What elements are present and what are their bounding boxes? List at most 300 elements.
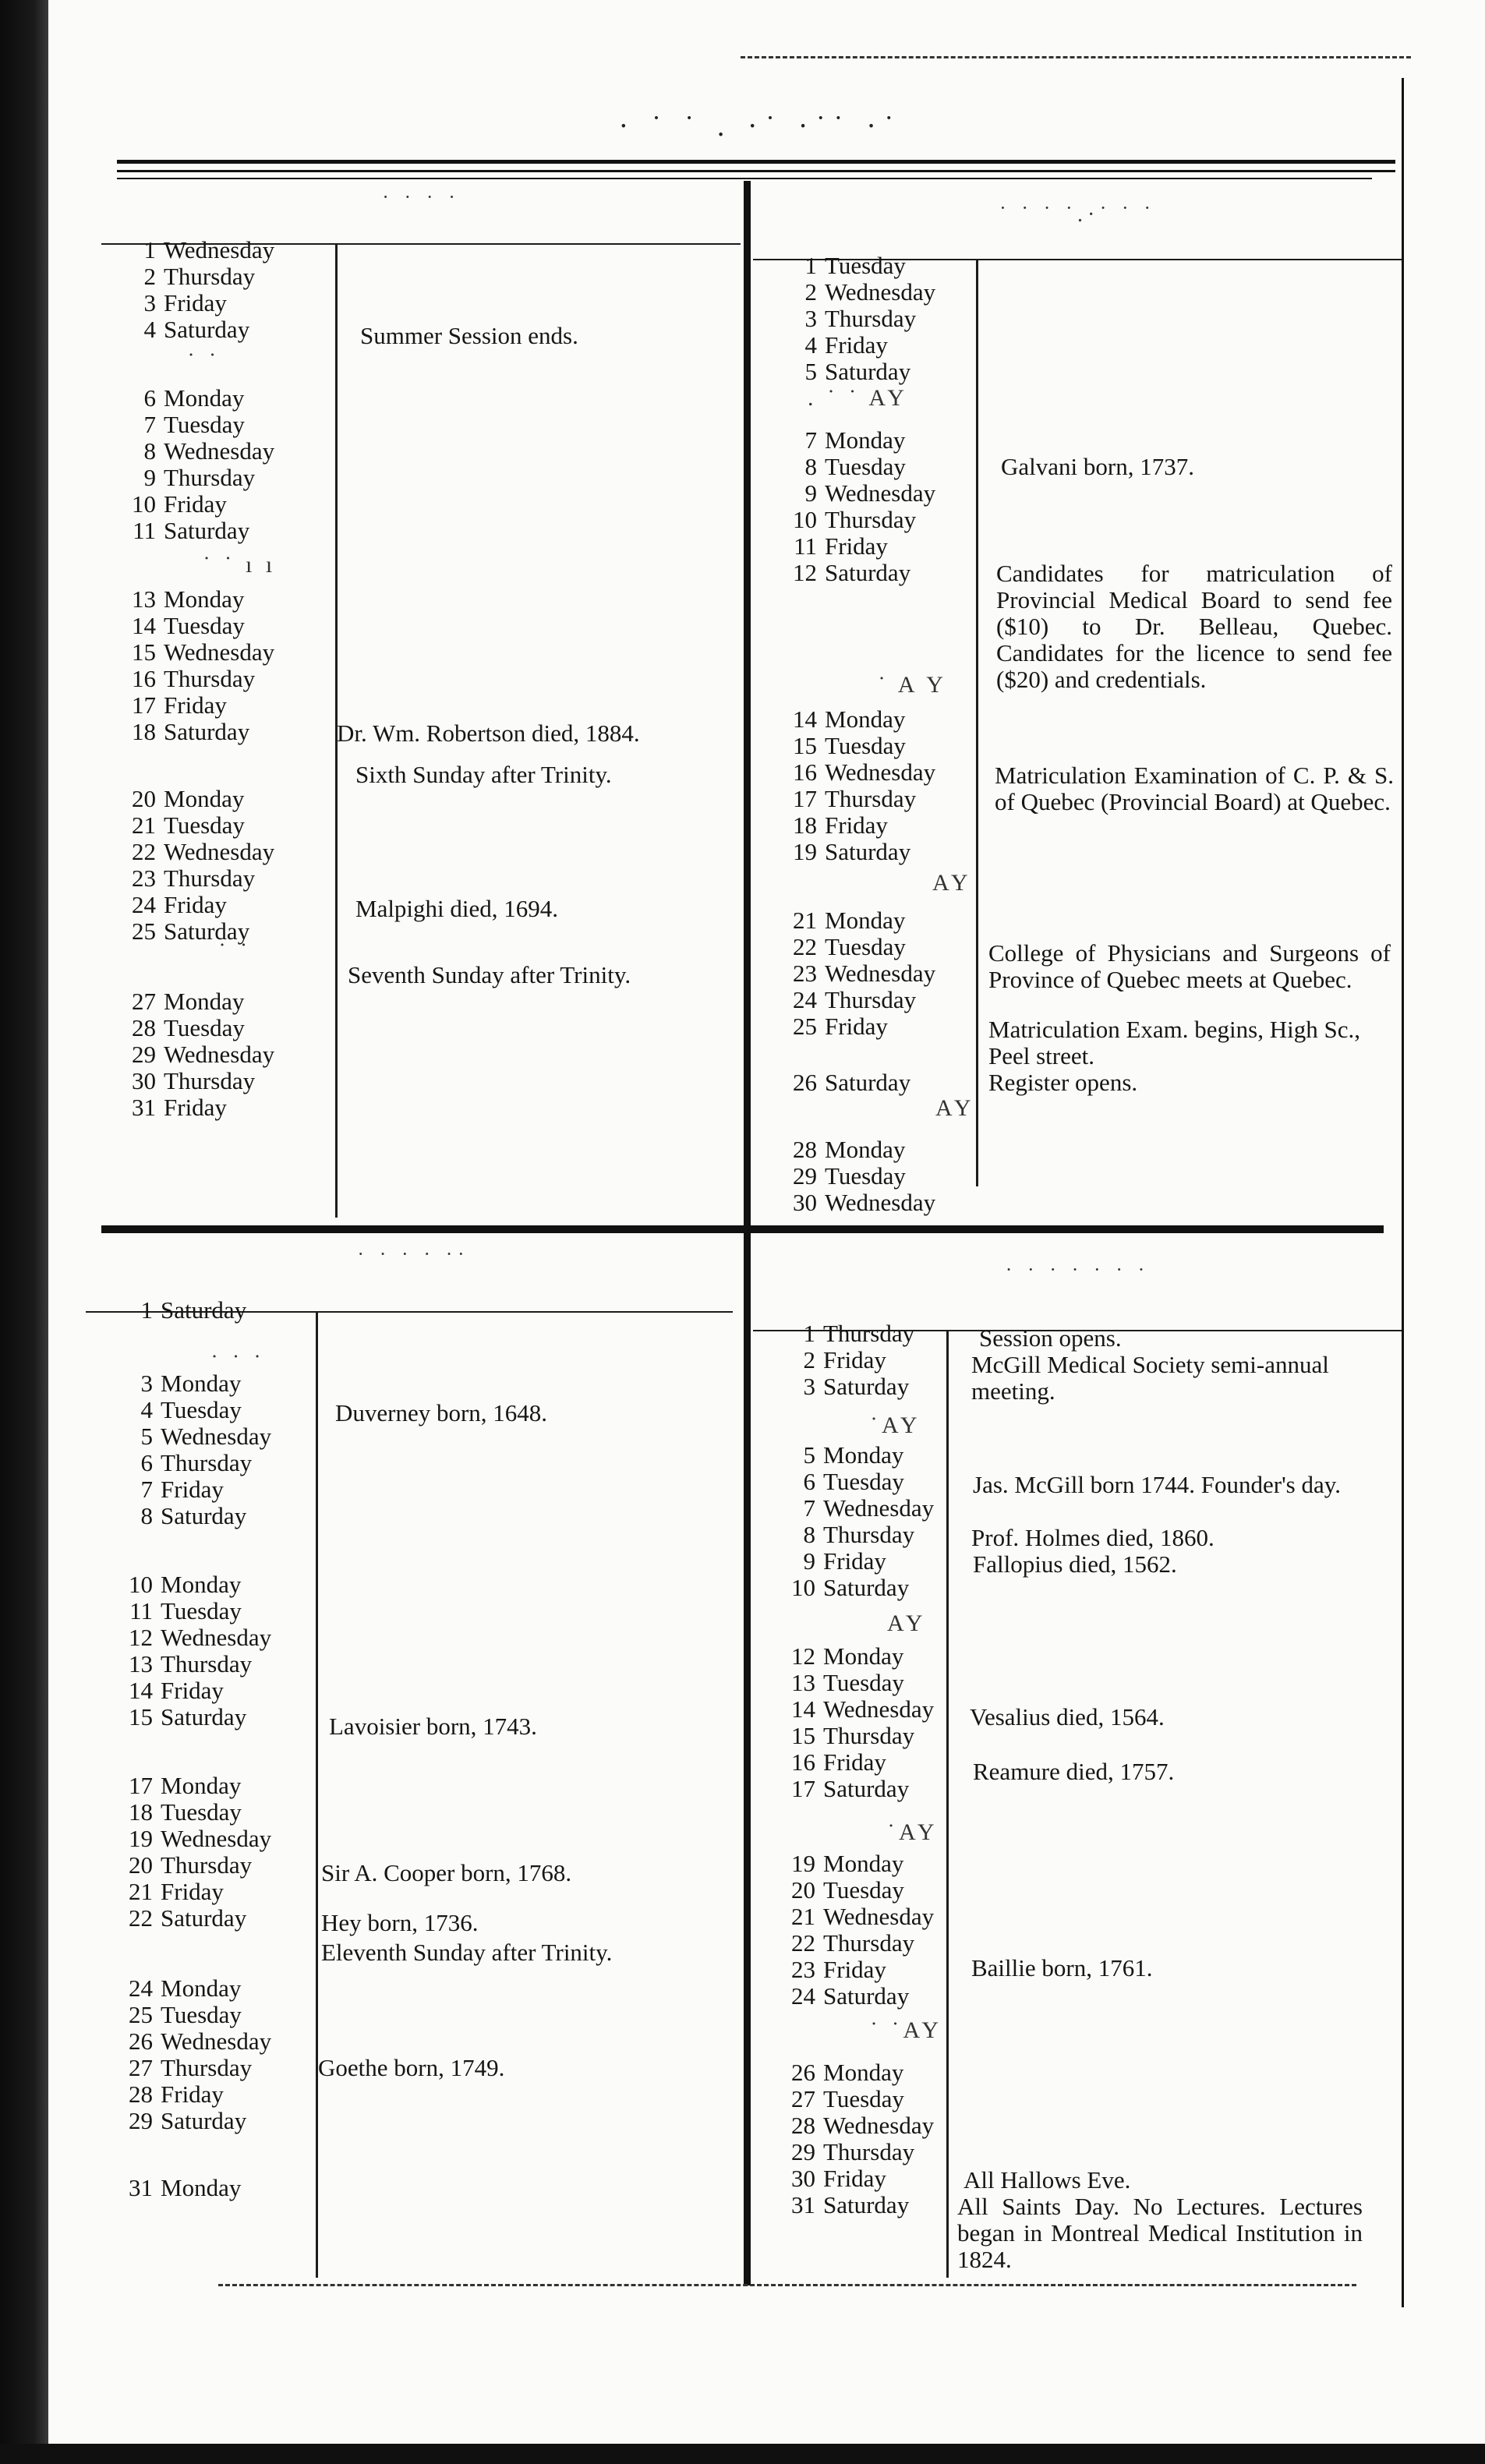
weekday-name: Tuesday (825, 732, 906, 759)
day-number: 24 (793, 986, 817, 1013)
day-row (783, 454, 906, 480)
day-number: 20 (132, 785, 156, 812)
day-row (781, 2192, 909, 2218)
day-number: 17 (793, 785, 817, 812)
day-row (118, 1571, 241, 1598)
weekday-name: Monday (823, 2059, 904, 2086)
day-number: 21 (793, 907, 817, 934)
day-number: 5 (804, 358, 817, 385)
weekday-name: Monday (161, 1571, 242, 1598)
center-vertical-rule (744, 181, 751, 2285)
weekday-name: Wednesday (164, 236, 275, 263)
event-note: Goethe born, 1749. (318, 2054, 505, 2081)
day-number: 16 (132, 665, 156, 692)
day-row (118, 1773, 241, 1799)
quadrant-top-right (753, 181, 1402, 1225)
quadrant-title: ˙ ˙ ˙ ˙.·˙ ˙ ˙ (999, 203, 1156, 227)
weekday-name: Wednesday (161, 1624, 272, 1651)
day-number: 22 (132, 838, 156, 865)
day-number: 23 (132, 864, 156, 892)
weekday-name: Friday (164, 1094, 227, 1121)
quadrant-top-left (101, 181, 741, 1225)
day-number: 2 (804, 278, 817, 306)
weekday-name: Wednesday (164, 437, 275, 465)
day-row (781, 1469, 904, 1495)
weekday-name: Wednesday (825, 479, 936, 507)
weekday-name: Wednesday (161, 1423, 272, 1450)
weekday-name: Thursday (823, 1722, 915, 1749)
event-note: Duverney born, 1648. (335, 1399, 548, 1426)
weekday-name: Friday (825, 532, 888, 560)
weekday-name: Wednesday (164, 838, 275, 865)
weekday-name: Tuesday (823, 2085, 904, 2112)
day-row (781, 1776, 909, 1802)
quadrant-bottom-right (753, 1233, 1402, 2293)
day-row (781, 2086, 904, 2112)
weekday-name: Thursday (823, 1521, 915, 1548)
day-row (781, 1522, 914, 1548)
weekday-name: Thursday (161, 1449, 253, 1476)
weekday-name: Saturday (823, 1982, 910, 2010)
weekday-name: Tuesday (164, 811, 245, 839)
day-number: 13 (791, 1669, 815, 1696)
weekday-name: Wednesday (823, 1695, 935, 1723)
day-row (781, 1670, 904, 1696)
right-border-rule (1402, 78, 1404, 2307)
day-row (118, 1450, 252, 1476)
quadrant-title: ˙ ˙ ˙ ˙ ˙ ˙ ˙ (1005, 1264, 1150, 1289)
day-row (783, 839, 910, 865)
day-row (118, 1476, 224, 1503)
weekday-name: Friday (161, 1476, 224, 1503)
day-row (118, 1297, 246, 1324)
weekday-name: Tuesday (161, 2001, 242, 2028)
bottom-dashed-rule (218, 2284, 1356, 2286)
day-number: 21 (791, 1903, 815, 1930)
day-number: 12 (129, 1624, 153, 1651)
day-row (118, 1852, 252, 1879)
event-note: Matriculation Examination of C. P. & S. of Quebec (Provincial Board) at Quebec. (995, 762, 1394, 815)
sunday-row: ˙ ˙ ˙ (210, 1350, 265, 1376)
day-row (783, 960, 935, 987)
weekday-name: Monday (161, 2174, 242, 2201)
middle-horizontal-rule (101, 1225, 1384, 1233)
day-row (122, 892, 227, 918)
sunday-row: ˙ ˙AY (870, 2017, 943, 2043)
day-row (122, 1015, 245, 1041)
day-row (783, 480, 935, 507)
weekday-name: Saturday (825, 838, 911, 865)
header-rule-1 (117, 160, 1395, 164)
weekday-name: Thursday (823, 1320, 915, 1347)
day-row (783, 733, 906, 759)
day-number: 13 (132, 585, 156, 613)
weekday-name: Saturday (823, 1574, 910, 1601)
page-header: · ˙ ˙ . ·˙ ·˙˙ ·˙ (618, 110, 902, 143)
weekday-name: Thursday (823, 2138, 915, 2165)
weekday-name: Thursday (825, 506, 917, 533)
day-row (122, 865, 255, 892)
day-number: 20 (791, 1876, 815, 1904)
day-number: 14 (132, 612, 156, 639)
weekday-name: Saturday (825, 1069, 911, 1096)
day-row (783, 1069, 910, 1096)
weekday-name: Wednesday (164, 1041, 275, 1068)
day-number: 28 (132, 1014, 156, 1041)
day-row (781, 1877, 904, 1904)
day-number: 10 (129, 1571, 153, 1598)
day-row (783, 907, 905, 934)
weekday-name: Monday (164, 585, 245, 613)
day-row (781, 1904, 934, 1930)
weekday-name: Friday (823, 1547, 886, 1575)
day-number: 6 (140, 1449, 153, 1476)
weekday-name: Monday (823, 1850, 904, 1877)
day-row (781, 2059, 903, 2086)
day-row (122, 465, 255, 491)
weekday-name: Friday (825, 811, 888, 839)
day-number: 16 (791, 1748, 815, 1776)
day-number: 12 (793, 559, 817, 586)
sunday-row: ˙AY (887, 1819, 939, 1845)
day-number: 27 (132, 988, 156, 1015)
weekday-name: Monday (825, 705, 906, 733)
day-row (783, 786, 916, 812)
day-number: 3 (140, 1370, 153, 1397)
weekday-name: Thursday (161, 2054, 253, 2081)
weekday-name: Wednesday (823, 1903, 935, 1930)
day-row (783, 253, 906, 279)
day-number: 10 (791, 1574, 815, 1601)
day-number: 11 (133, 517, 156, 544)
header-rule-2 (117, 170, 1395, 172)
day-row (122, 263, 255, 290)
weekday-name: Thursday (161, 1851, 253, 1879)
day-row (781, 1347, 886, 1373)
event-note: Sir A. Cooper born, 1768. (321, 1859, 572, 1886)
event-note: All Hallows Eve. (963, 2166, 1131, 2194)
day-row (781, 2165, 886, 2192)
day-row (122, 1068, 255, 1094)
weekday-name: Friday (823, 1748, 886, 1776)
day-number: 31 (129, 2174, 153, 2201)
date-column-divider (316, 1311, 318, 2278)
event-note: Seventh Sunday after Trinity. (348, 961, 631, 988)
day-row (118, 1598, 242, 1624)
day-number: 24 (132, 891, 156, 918)
weekday-name: Monday (161, 1974, 242, 2002)
day-row (118, 1975, 241, 2002)
day-number: 25 (132, 917, 156, 945)
weekday-name: Tuesday (161, 1798, 242, 1826)
day-number: 26 (791, 2059, 815, 2086)
weekday-name: Tuesday (164, 1014, 245, 1041)
weekday-name: Tuesday (825, 1162, 906, 1190)
day-number: 25 (129, 2001, 153, 2028)
event-note: Register opens. (988, 1069, 1138, 1096)
event-note: Session opens. (979, 1324, 1122, 1352)
weekday-name: Friday (164, 891, 227, 918)
day-row (122, 839, 274, 865)
day-number: 30 (791, 2165, 815, 2192)
day-number: 15 (791, 1722, 815, 1749)
day-number: 11 (794, 532, 817, 560)
quadrant-title: ˙ ˙ ˙ ˙ (381, 192, 461, 216)
day-number: 1 (804, 252, 817, 279)
weekday-name: Thursday (825, 986, 917, 1013)
day-row (118, 2175, 241, 2201)
day-number: 5 (140, 1423, 153, 1450)
weekday-name: Friday (825, 1013, 888, 1040)
weekday-name: Thursday (825, 785, 917, 812)
day-row (781, 1495, 934, 1522)
day-row (122, 586, 244, 613)
day-number: 18 (129, 1798, 153, 1826)
day-number: 28 (791, 2112, 815, 2139)
event-note: Vesalius died, 1564. (970, 1703, 1165, 1730)
quadrant-title: ˙ ˙ ˙ ˙ ˙˙ (357, 1249, 469, 1273)
day-number: 3 (804, 305, 817, 332)
day-row (781, 1373, 909, 1400)
day-number: 22 (791, 1929, 815, 1957)
weekday-name: Thursday (164, 263, 256, 290)
day-number: 23 (791, 1956, 815, 1983)
weekday-name: Thursday (164, 1067, 256, 1094)
day-row (781, 1983, 909, 2010)
day-number: 29 (793, 1162, 817, 1190)
day-number: 24 (129, 1974, 153, 2002)
weekday-name: Wednesday (825, 960, 936, 987)
day-row (118, 2108, 246, 2134)
day-row (118, 2002, 242, 2028)
day-number: 17 (132, 691, 156, 719)
day-number: 8 (140, 1502, 153, 1529)
weekday-name: Friday (823, 1346, 886, 1373)
day-row (783, 533, 888, 560)
day-number: 4 (143, 316, 156, 343)
day-number: 25 (793, 1013, 817, 1040)
header-rule-3 (117, 178, 1372, 179)
weekday-name: Friday (164, 691, 227, 719)
day-row (118, 1704, 246, 1730)
event-note: Prof. Holmes died, 1860. (971, 1524, 1215, 1551)
day-row (122, 316, 249, 343)
event-note: Hey born, 1736. (321, 1909, 479, 1936)
quadrant-bottom-left (86, 1233, 741, 2293)
day-row (118, 1651, 252, 1677)
day-row (122, 438, 274, 465)
weekday-name: Monday (825, 907, 906, 934)
day-number: 29 (791, 2138, 815, 2165)
weekday-name: Thursday (825, 305, 917, 332)
day-number: 26 (793, 1069, 817, 1096)
day-number: 13 (129, 1650, 153, 1677)
weekday-name: Wednesday (825, 758, 936, 786)
day-number: 18 (132, 718, 156, 745)
weekday-name: Monday (161, 1370, 242, 1397)
day-row (781, 1957, 886, 1983)
weekday-name: Wednesday (823, 1494, 935, 1522)
day-number: 21 (132, 811, 156, 839)
day-number: 8 (143, 437, 156, 465)
day-number: 14 (791, 1695, 815, 1723)
day-row (783, 706, 905, 733)
day-number: 17 (791, 1775, 815, 1802)
day-number: 23 (793, 960, 817, 987)
day-row (783, 306, 916, 332)
day-number: 21 (129, 1878, 153, 1905)
day-row (122, 290, 227, 316)
sunday-row: ˙ ˙ (218, 939, 252, 964)
day-row (122, 639, 274, 666)
weekday-name: Saturday (823, 1775, 910, 1802)
day-row (783, 1137, 905, 1163)
weekday-name: Friday (161, 1677, 224, 1704)
event-note: Jas. McGill born 1744. Founder's day. (973, 1471, 1341, 1498)
weekday-name: Tuesday (161, 1396, 242, 1423)
weekday-name: Thursday (164, 864, 256, 892)
day-row (781, 1575, 909, 1601)
day-row (122, 786, 244, 812)
day-number: 10 (132, 490, 156, 518)
weekday-name: Monday (164, 988, 245, 1015)
weekday-name: Saturday (161, 2107, 247, 2134)
weekday-name: Monday (161, 1772, 242, 1799)
weekday-name: Friday (164, 289, 227, 316)
day-row (122, 812, 245, 839)
event-note: Eleventh Sunday after Trinity. (321, 1939, 613, 1966)
event-note: McGill Medical Society semi-annual meeting. (971, 1351, 1329, 1405)
day-number: 27 (791, 2085, 815, 2112)
day-row (781, 1851, 903, 1877)
weekday-name: Wednesday (823, 2112, 935, 2139)
day-row (118, 1624, 271, 1651)
day-row (781, 1930, 914, 1957)
day-row (118, 1503, 246, 1529)
day-number: 3 (803, 1373, 815, 1400)
day-row (781, 1442, 903, 1469)
weekday-name: Saturday (161, 1904, 247, 1932)
weekday-name: Tuesday (823, 1876, 904, 1904)
day-number: 8 (803, 1521, 815, 1548)
day-number: 2 (803, 1346, 815, 1373)
day-row (783, 1163, 906, 1190)
weekday-name: Wednesday (161, 1825, 272, 1852)
day-row (781, 1696, 934, 1723)
day-row (781, 1723, 914, 1749)
day-row (118, 2055, 252, 2081)
event-note: College of Physicians and Surgeons of Province of Quebec meets at Quebec. (988, 939, 1391, 993)
event-note: Fallopius died, 1562. (973, 1550, 1177, 1578)
day-row (122, 1041, 274, 1068)
weekday-name: Tuesday (825, 933, 906, 960)
weekday-name: Monday (825, 1136, 906, 1163)
day-row (122, 988, 244, 1015)
scan-bottom-edge (0, 2444, 1485, 2464)
weekday-name: Thursday (161, 1650, 253, 1677)
sunday-row: AY (932, 870, 972, 896)
day-row (122, 518, 249, 544)
day-number: 22 (793, 933, 817, 960)
day-number: 16 (793, 758, 817, 786)
day-number: 28 (793, 1136, 817, 1163)
weekday-name: Monday (823, 1642, 904, 1670)
event-note: Candidates for matriculation of Provincial Medical Board to send fee ($10) to Dr. Belleau, Quebec. Candidates for the licence to send fee ($20) and credentials. (996, 560, 1392, 693)
day-number: 1 (803, 1320, 815, 1347)
day-row (783, 427, 905, 454)
scan-left-edge (0, 0, 48, 2464)
weekday-name: Friday (823, 1956, 886, 1983)
day-number: 2 (143, 263, 156, 290)
day-number: 15 (132, 638, 156, 666)
event-note: Reamure died, 1757. (973, 1758, 1175, 1785)
weekday-name: Thursday (164, 665, 256, 692)
day-row (781, 1548, 886, 1575)
event-note: Summer Session ends. (360, 322, 578, 349)
day-row (783, 279, 935, 306)
sunday-row: ˙ ˙ (187, 348, 221, 374)
weekday-name: Monday (823, 1441, 904, 1469)
day-row (122, 237, 274, 263)
weekday-name: Friday (161, 1878, 224, 1905)
day-row (783, 332, 888, 359)
day-number: 8 (804, 453, 817, 480)
day-number: 19 (791, 1850, 815, 1877)
weekday-name: Monday (164, 785, 245, 812)
weekday-name: Tuesday (823, 1468, 904, 1495)
sunday-row: ˙ A Y (878, 672, 947, 698)
date-column-divider (946, 1330, 949, 2278)
weekday-name: Tuesday (825, 252, 906, 279)
event-note: Malpighi died, 1694. (355, 895, 559, 922)
sunday-row: AY (935, 1095, 975, 1121)
day-number: 12 (791, 1642, 815, 1670)
day-row (781, 2112, 934, 2139)
weekday-name: Thursday (164, 464, 256, 491)
day-row (781, 1320, 914, 1347)
day-row (781, 1643, 903, 1670)
day-number: 1 (140, 1296, 153, 1324)
day-number: 29 (129, 2107, 153, 2134)
day-number: 14 (129, 1677, 153, 1704)
day-number: 22 (129, 1904, 153, 1932)
weekday-name: Saturday (164, 718, 250, 745)
day-number: 1 (143, 236, 156, 263)
weekday-name: Tuesday (164, 612, 245, 639)
day-number: 19 (793, 838, 817, 865)
weekday-name: Friday (823, 2165, 886, 2192)
weekday-name: Friday (825, 331, 888, 359)
weekday-name: Saturday (823, 2191, 910, 2218)
weekday-name: Saturday (164, 517, 250, 544)
day-row (783, 1190, 935, 1216)
day-row (118, 1397, 242, 1423)
day-number: 6 (143, 384, 156, 412)
weekday-name: Tuesday (823, 1669, 904, 1696)
event-note: Dr. Wm. Robertson died, 1884. (337, 719, 640, 747)
weekday-name: Tuesday (164, 411, 245, 438)
weekday-name: Monday (164, 384, 245, 412)
event-note: Sixth Sunday after Trinity. (355, 761, 612, 788)
day-row (783, 507, 916, 533)
sunday-row: ˙AY (870, 1412, 921, 1438)
day-number: 30 (132, 1067, 156, 1094)
day-number: 28 (129, 2080, 153, 2108)
weekday-name: Monday (825, 426, 906, 454)
day-row (122, 1094, 227, 1121)
weekday-name: Saturday (161, 1502, 247, 1529)
day-row (783, 812, 888, 839)
